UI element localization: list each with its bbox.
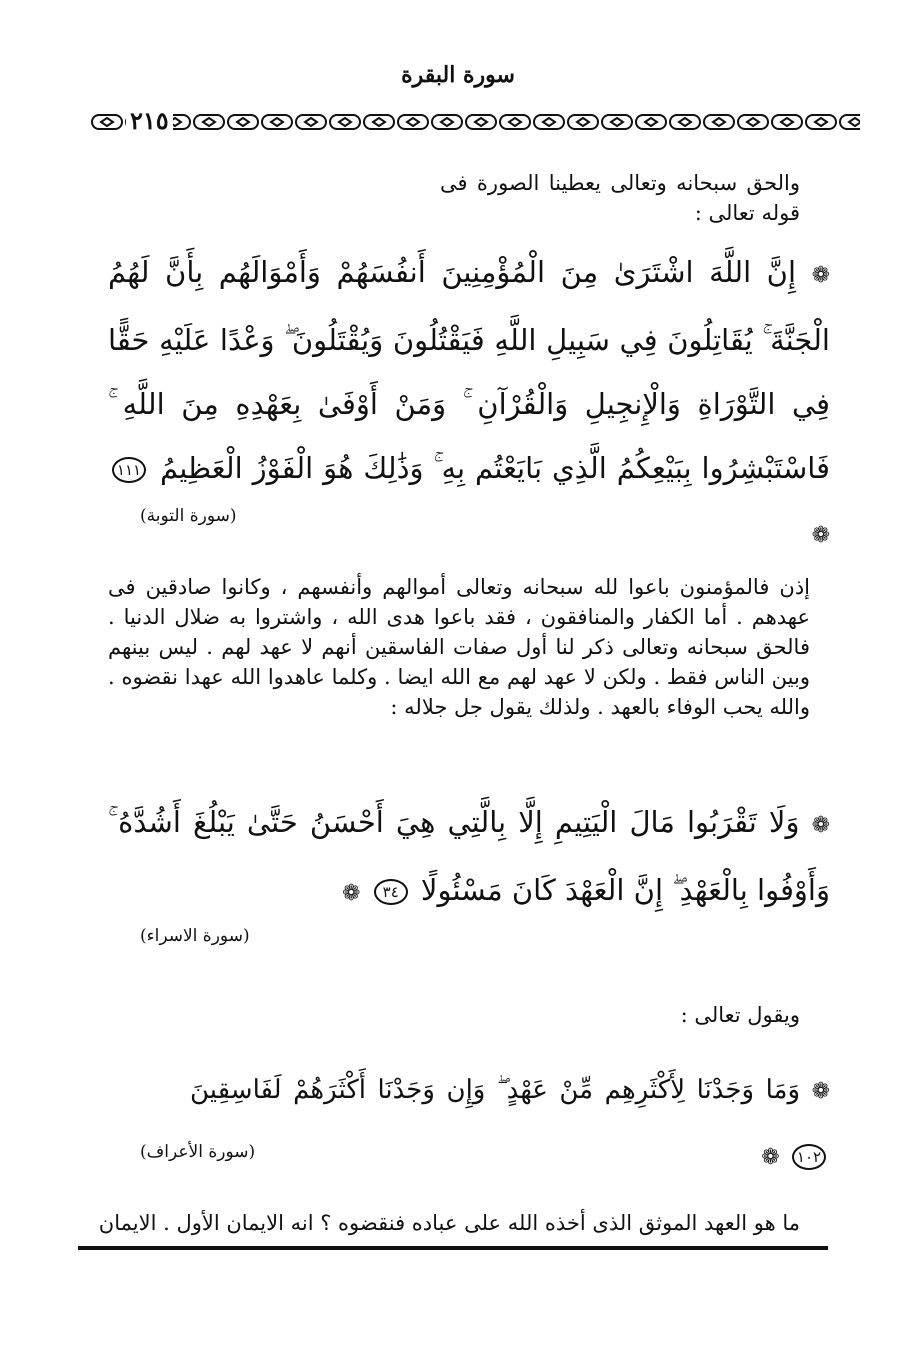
ayah-number: ١١١ bbox=[112, 457, 146, 483]
verse-open-ornament: ❁ bbox=[811, 813, 830, 838]
body-paragraph: إذن فالمؤمنون باعوا لله سبحانه وتعالى أموالهم وأنفسهم ، وكانوا صادقين فى عهدهم . أما الكفار والمنافقون ، فقد باعوا هدى الله ، واشتروا به ضلال الدنيا . فالحق سبحانه وتعالى ذكر لنا أول صفات الفاسقين أنهم لا عهد لهم . ليس بينهم وبين الناس فقط . ولكن لا عهد لهم مع الله ايضا . وكلما عاهدوا الله عهدا نقضوه . والله يحب الوفاء بالعهد . ولذلك يقول جل جلاله : bbox=[108, 575, 810, 719]
verse-text: وَلَا تَقْرَبُوا مَالَ الْيَتِيمِ إِلَّا بِالَّتِي هِيَ أَحْسَنُ حَتَّىٰ يَبْلُغَ أَشُدَّهُ ۚ وَأَوْفُوا بِالْعَهْدِ ۖ إِنَّ الْعَهْدَ كَانَ مَسْئُولًا bbox=[108, 805, 830, 907]
quran-verse-isra bbox=[108, 790, 830, 920]
intro-line-2: ويقول تعالى : bbox=[680, 1003, 800, 1027]
verse-close-ornament: ❁ bbox=[761, 1145, 780, 1170]
page-number: ٢١٥ bbox=[126, 106, 173, 135]
verse-source: (سورة التوبة) bbox=[140, 506, 237, 526]
intro-line: والحق سبحانه وتعالى يعطينا الصورة فى قوله تعالى : bbox=[440, 171, 800, 225]
verse-open-ornament: ❁ bbox=[811, 263, 831, 288]
decorative-chain-border bbox=[90, 108, 860, 136]
verse-close-ornament: ❁ bbox=[811, 523, 830, 548]
ayah-number: ١٠٢ bbox=[792, 1144, 826, 1170]
verse-text: وَمَا وَجَدْنَا لِأَكْثَرِهِم مِّنْ عَهْدٍ ۖ وَإِن وَجَدْنَا أَكْثَرَهُمْ لَفَاسِقِينَ bbox=[190, 1075, 801, 1105]
verse-source: (سورة الاسراء) bbox=[140, 926, 250, 946]
verse-source: (سورة الأعراف) bbox=[140, 1142, 256, 1162]
verse-close-ornament: ❁ bbox=[342, 881, 361, 906]
verse-text: إِنَّ اللَّهَ اشْتَرَىٰ مِنَ الْمُؤْمِنِينَ أَنفُسَهُمْ وَأَمْوَالَهُم بِأَنَّ لَهُمُ الْجَنَّةَ ۚ يُقَاتِلُونَ فِي سَبِيلِ اللَّهِ فَيَقْتُلُونَ وَيُقْتَلُونَ ۖ وَعْدًا عَلَيْهِ حَقًّا فِي التَّوْرَاةِ وَالْإِنجِيلِ وَالْقُرْآنِ ۚ وَمَنْ أَوْفَىٰ بِعَهْدِهِ مِنَ اللَّهِ ۚ فَاسْتَبْشِرُوا بِبَيْعِكُمُ الَّذِي بَايَعْتُم بِهِ ۚ وَذَٰلِكَ هُوَ الْفَوْزُ الْعَظِيمُ bbox=[108, 255, 830, 485]
ayah-number: ٣٤ bbox=[374, 879, 408, 905]
bottom-rule bbox=[78, 1246, 828, 1250]
surah-title: سورة البقرة bbox=[401, 62, 515, 88]
verse-open-ornament: ❁ bbox=[811, 1079, 831, 1104]
closing-line: ما هو العهد الموثق الذى أخذه الله على عباده فنقضوه ؟ انه الايمان الأول . الايمان bbox=[98, 1211, 800, 1235]
